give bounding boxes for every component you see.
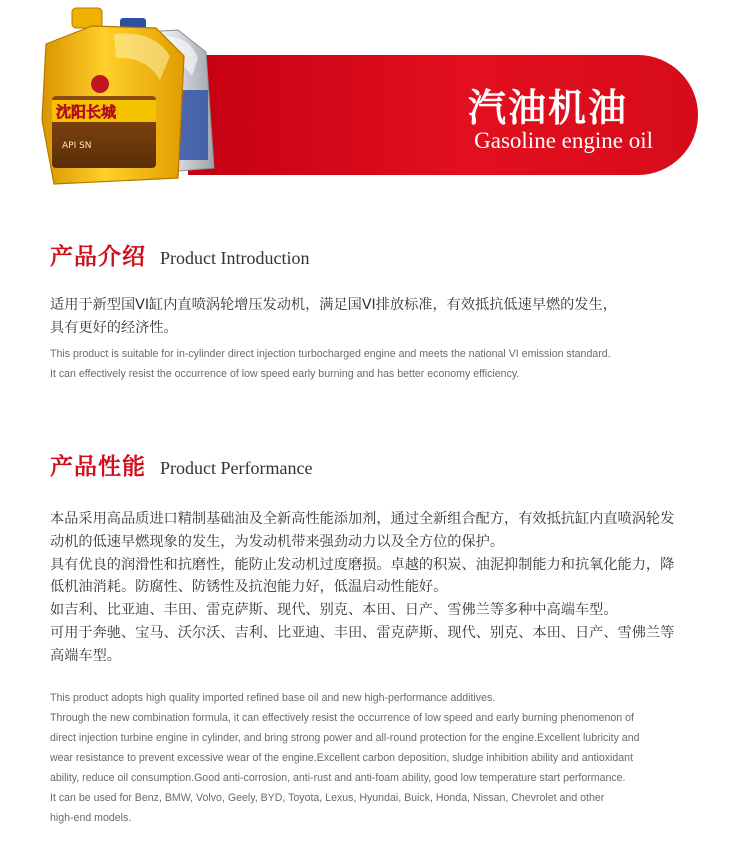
performance-en-line: This product adopts high quality imported refined base oil and new high-performance additives. [50,692,496,704]
intro-cn-line: 适用于新型国VI缸内直喷涡轮增压发动机，满足国VI排放标准，有效抵抗低速早燃的发生， [50,297,617,313]
intro-text-cn [50,294,700,340]
intro-en-line: This product is suitable for in-cylinder direct injection turbocharged engine and meets the national VI emission standard. [50,348,611,360]
performance-cn-line: 具有优良的润滑性和抗磨性，能防止发动机过度磨损。卓越的积炭、油泥抑制能力和抗氧化能力，降 [50,556,675,573]
intro-title-cn: 产品介绍 [50,244,146,270]
performance-heading [50,448,312,497]
performance-title-cn: 产品性能 [50,454,146,480]
performance-cn-line: 动机的低速早燃现象的发生，为发动机带来强劲动力以及全方位的保护。 [50,533,505,550]
bottle-label-text: 沈阳长城 [56,103,117,121]
header-banner [188,55,698,175]
performance-cn-line: 可用于奔驰、宝马、沃尔沃、吉利、比亚迪、丰田、雷克萨斯、现代、别克、本田、日产、雪佛兰等 [50,624,675,641]
performance-text-en [50,688,710,828]
performance-text-cn [50,508,700,668]
performance-en-line: direct injection turbine engine in cylinder, and bring strong power and all-round protection for the engine.Excellent lubricity and [50,732,640,744]
performance-en-line: wear resistance to prevent excessive wear of the engine.Excellent carbon deposition, sludge inhibition ability and antioxidant [50,752,634,764]
performance-en-line: ability, reduce oil consumption.Good anti-corrosion, anti-rust and anti-foam ability, good low temperature start performance. [50,772,626,784]
intro-title-en: Product Introduction [160,248,310,268]
performance-en-line: high-end models. [50,812,132,824]
yellow-bottle-shape [42,8,184,184]
performance-cn-line: 高端车型。 [50,647,121,664]
performance-cn-line: 如吉利、比亚迪、丰田、雷克萨斯、现代、别克、本田、日产、雪佛兰等多种中高端车型。 [50,602,618,619]
intro-en-line: It can effectively resist the occurrence of low speed early burning and has better economy efficiency. [50,368,520,380]
banner-title-cn: 汽油机油 [467,86,628,130]
performance-title-en: Product Performance [160,458,313,478]
banner-title-en: Gasoline engine oil [474,128,653,153]
oil-bottles-image [28,0,258,200]
intro-text-en [50,344,710,384]
bottle-grade-text: API SN [62,141,92,151]
performance-cn-line: 本品采用高品质进口精制基础油及全新高性能添加剂，通过全新组合配方，有效抵抗缸内直喷涡轮发 [50,511,675,527]
performance-en-line: Through the new combination formula, it can effectively resist the occurrence of low speed and early burning phenomenon of [50,712,634,724]
intro-cn-line: 具有更好的经济性。 [50,319,178,336]
intro-heading [50,238,309,271]
performance-cn-line: 低机油消耗。防腐性、防锈性及抗泡能力好，低温启动性能好。 [50,579,448,596]
performance-en-line: It can be used for Benz, BMW, Volvo, Geely, BYD, Toyota, Lexus, Hyundai, Buick, Honda, Nissan, Chevrolet and other [50,792,605,804]
